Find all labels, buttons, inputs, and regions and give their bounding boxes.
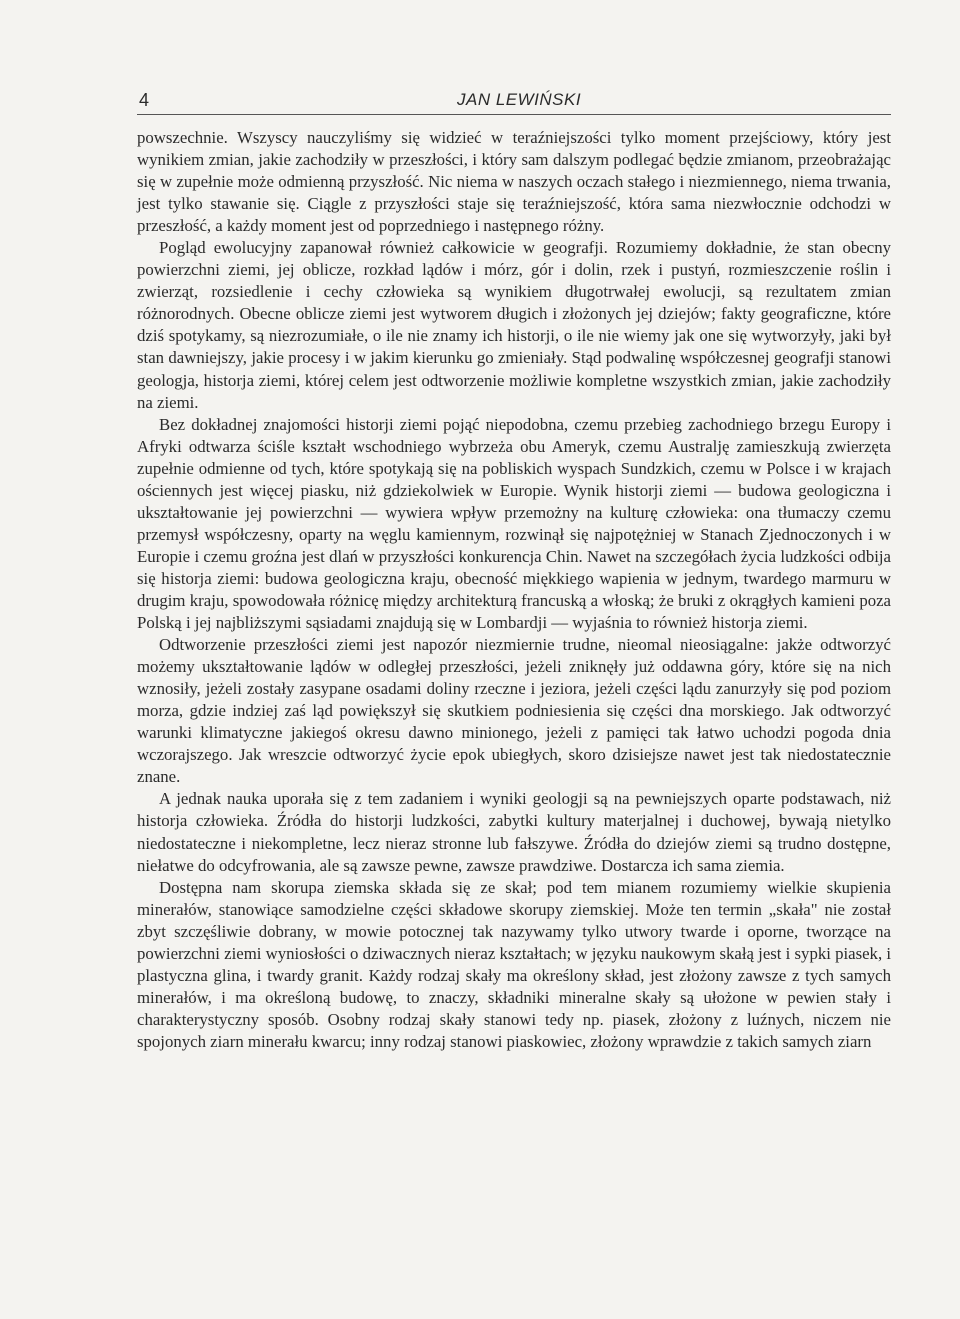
paragraph: Odtworzenie przeszłości ziemi jest napozór niezmiernie trudne, nieomal nieosiągalne: jakże odtworzyć możemy ukształtowanie lądów w odległej przeszłości, jeżeli zniknęły już oddawna góry, które się na nich wznosiły, jeżeli zostały zasypane osadami doliny rzeczne i jeziora, jeżeli części lądu zanurzyły się pod poziom morza, gdzie indziej zaś ląd powiększył się skutkiem podniesienia się części dna morskiego. Jak odtworzyć warunki klimatyczne jakiegoś okresu dawno minionego, jeżeli z pamięci tak łatwo uchodzi pogoda dnia wczorajszego. Jak wreszcie odtworzyć życie epok ubiegłych, skoro dzisiejsze nawet jest tak niedostatecznie znane. [137, 635, 891, 787]
author-name: JAN LEWIŃSKI [457, 90, 582, 109]
paragraph: A jednak nauka uporała się z tem zadaniem i wyniki geologji są na pewniejszych oparte podstawach, niż historja człowieka. Źródła do historji ludzkości, zabytki kultury materjalnej i duchowej, bywają nietylko niedostateczne i niekompletne, lecz nieraz stronne lub fałszywe. Źródła do dziejów ziemi są trudno dostępne, niełatwe do odcyfrowania, ale są zawsze pewne, zawsze prawdziwe. Dostarcza ich sama ziemia. [137, 789, 891, 875]
paragraph: Pogląd ewolucyjny zapanował również całkowicie w geografji. Rozumiemy dokładnie, że stan obecny powierzchni ziemi, jej oblicze, rozkład lądów i mórz, gór i dolin, rzek i pustyń, rozmieszczenie roślin i zwierząt, rozsiedlenie i cechy człowieka są wynikiem długotrwałej ewolucji, są rezultatem zmian różnorodnych. Obecne oblicze ziemi jest wytworem długich i złożonych jej dziejów; fakty geograficzne, które dziś spotykamy, są niezrozumiałe, o ile nie znamy ich historji, o ile nie wiemy jak one się wytworzyły, jaki był stan dawniejszy, jakie procesy i w jakim kierunku go zmieniały. Stąd podwalinę współczesnej geografji stanowi geologja, historja ziemi, której celem jest odtworzenie możliwie kompletne wszystkich zmian, jakie zachodziły na ziemi. [137, 238, 891, 412]
body-text [137, 127, 891, 1053]
paragraph: Dostępna nam skorupa ziemska składa się ze skał; pod tem mianem rozumiemy wielkie skupienia minerałów, stanowiące samodzielne części składowe skorupy ziemskiej. Może ten termin „skała" nie został zbyt szczęśliwie dobrany, w mowie potocznej tak nazywamy tylko utwory twarde i oporne, tworzące na powierzchni ziemi wyniosłości o dziwacznych nieraz kształtach; w języku naukowym skałą jest i sypki piasek, i plastyczna glina, i twardy granit. Każdy rodzaj skały ma określony skład, jest złożony zawsze z tych samych minerałów, i ma określoną budowę, to znaczy, składniki mineralne skały są ułożone w pewien stały i charakterystyczny sposób. Osobny rodzaj skały stanowi tedy np. piasek, złożony z luźnych, niczem nie spojonych ziarn minerału kwarcu; inny rodzaj stanowi piaskowiec, złożony wprawdzie z takich samych ziarn [137, 877, 892, 1051]
running-head [137, 86, 891, 115]
page-number: 4 [139, 90, 150, 110]
paragraph: Bez dokładnej znajomości historji ziemi pojąć niepodobna, czemu przebieg zachodniego brzegu Europy i Afryki odtwarza ściśle kształt wschodniego wybrzeża obu Ameryk, czemu Australję zamieszkują zwierzęta zupełnie odmienne od tych, które spotykają się na pobliskich wyspach Sundzkich, czemu w Polsce i w krajach ościennych jest więcej piasku, niż gdziekolwiek w Europie. Wynik historji ziemi — budowa geologiczna i ukształtowanie jej powierzchni — wywiera wpływ przemożny na kulturę człowieka: ona tłumaczy czemu przemysł współczesny, oparty na węglu kamiennym, rozwinął się najpotężniej w Stanach Zjednoczonych i w Europie i czemu groźna jest dlań w przyszłości konkurencja Chin. Nawet na szczegółach życia ludzkości odbija się historja ziemi: budowa geologiczna kraju, obecność miękkiego wapienia w jednym, twardego marmuru w drugim kraju, spowodowała różnicę między architekturą francuską a włoską; że bruki z okrągłych kamieni poza Polską i jej najbliższymi sąsiadami znajdują się w Lombardji — wyjaśnia to również historja ziemi. [137, 414, 891, 633]
paragraph: powszechnie. Wszyscy nauczyliśmy się widzieć w teraźniejszości tylko moment przejściowy, który jest wynikiem zmian, jakie zachodziły w przeszłości, i który sam dalszym podlegać będzie zmianom, przeobrażając się w zupełnie może odmienną przyszłość. Nic niema w naszych oczach stałego i niezmiennego, niema trwania, jest tylko stawanie się. Ciągle z przyszłości staje się teraźniejszość, która sama niezwłocznie odchodzi w przeszłość, a każdy moment jest od poprzedniego i następnego różny. [137, 128, 891, 236]
